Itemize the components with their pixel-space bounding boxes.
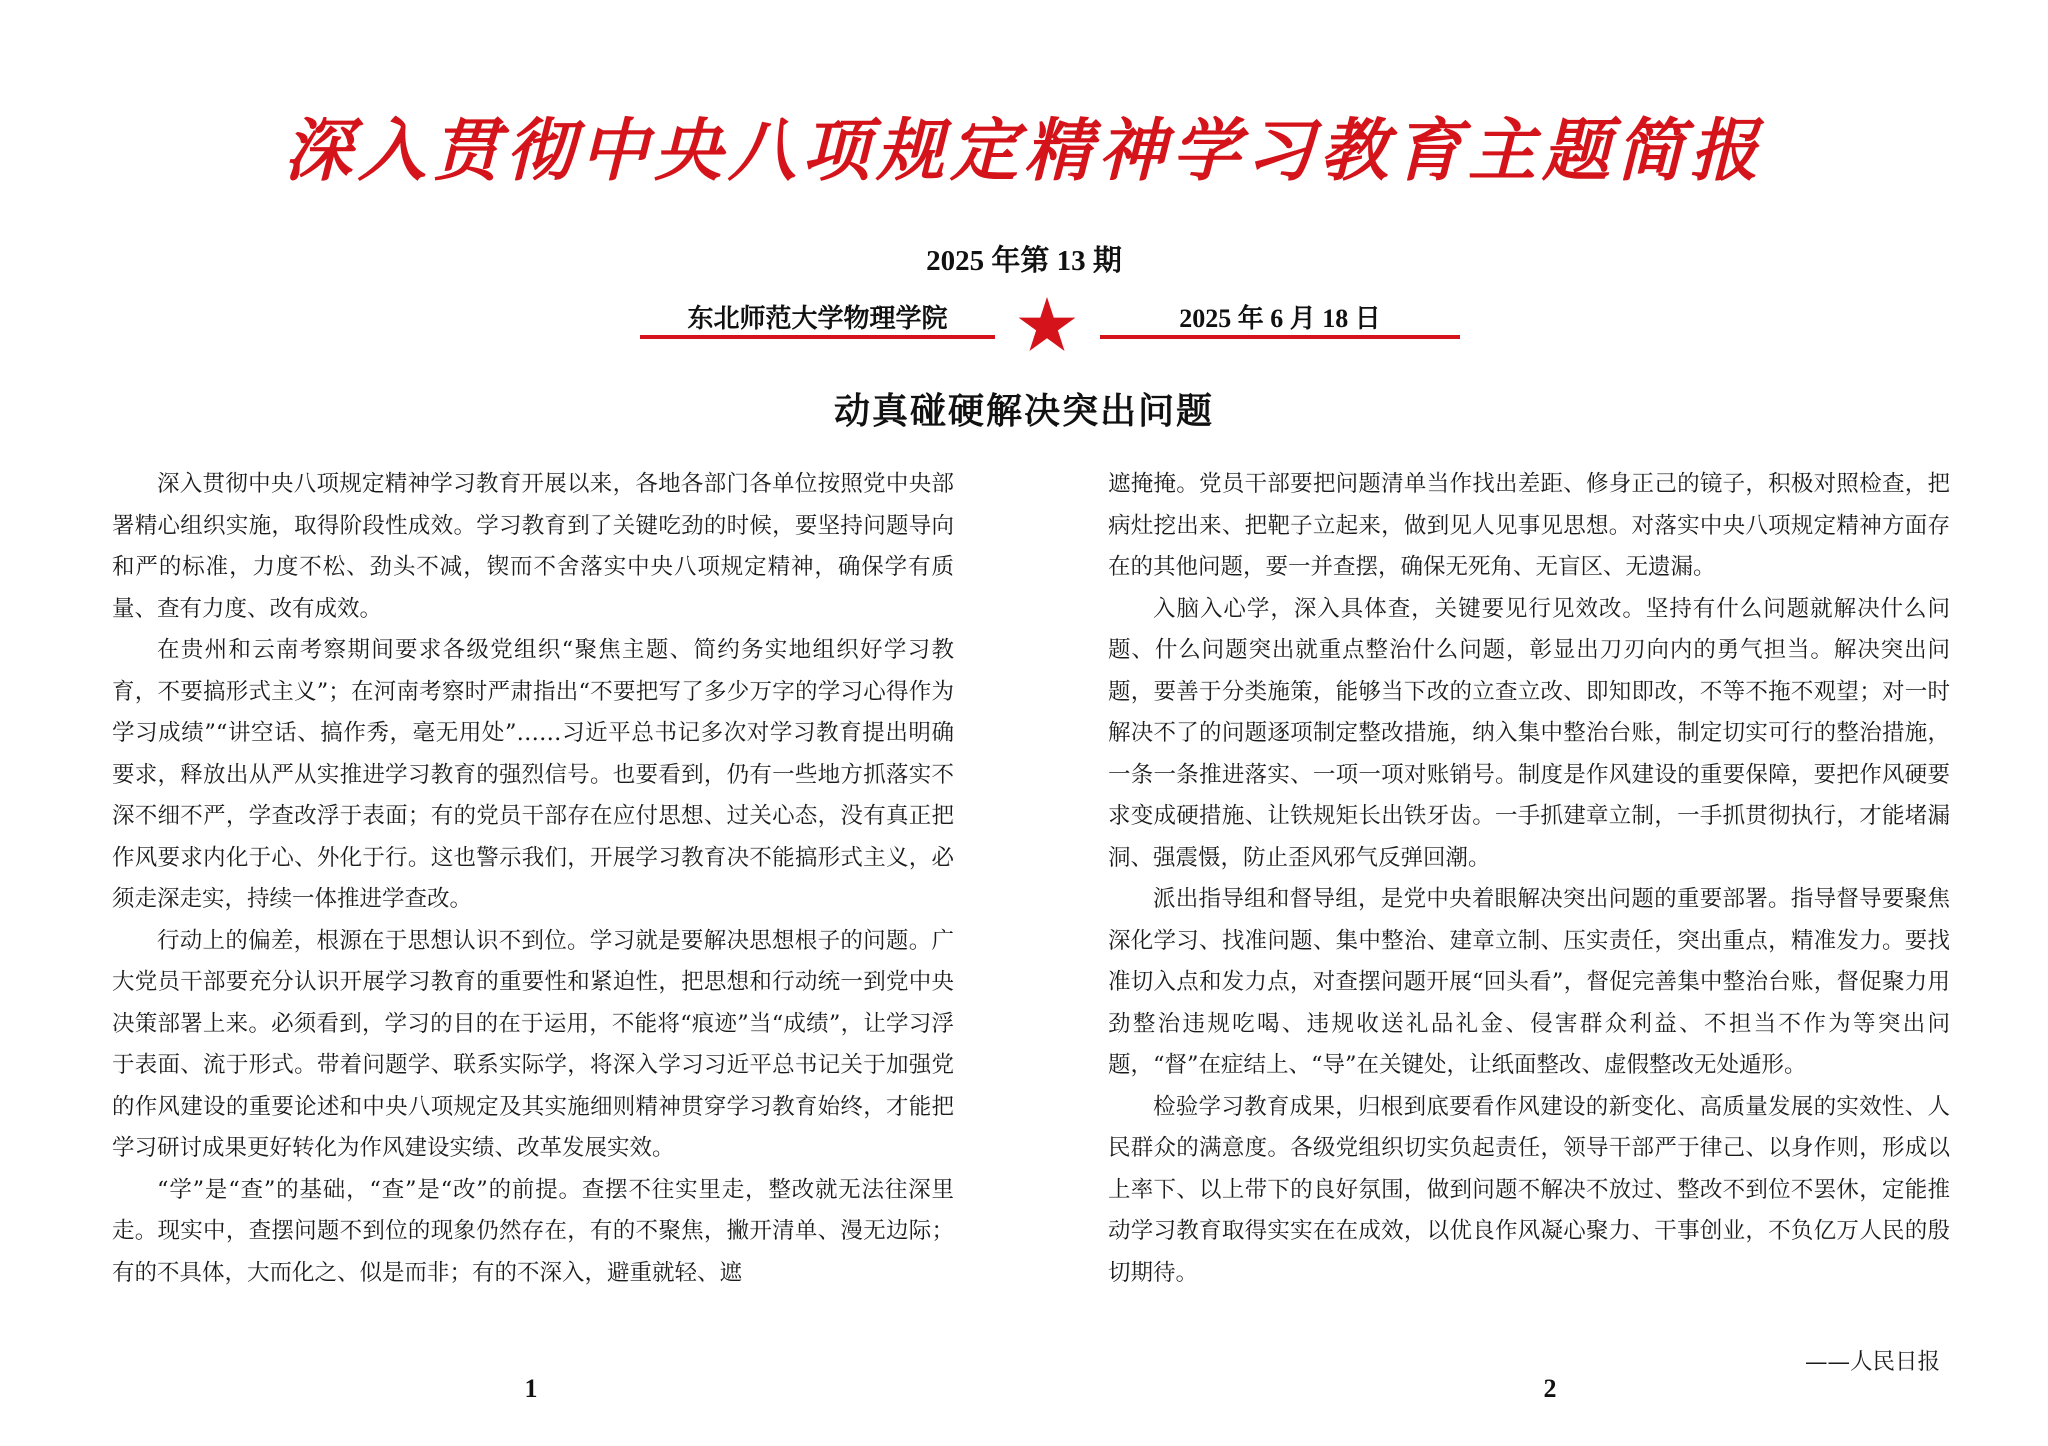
right-column (1108, 464, 1950, 1294)
organization-name: 东北师范大学物理学院 (687, 304, 948, 333)
paragraph: “学”是“查”的基础，“查”是“改”的前提。查摆不往实里走，整改就无法往深里走。现实中，查摆问题不到位的现象仍然存在，有的不聚焦，撇开清单、漫无边际；有的不具体，大而化之、似是而非；有的不深入，避重就轻、遮 (112, 1176, 954, 1286)
paragraph-continued: 遮掩掩。党员干部要把问题清单当作找出差距、修身正己的镜子，积极对照检查，把病灶挖出来、把靶子立起来，做到见人见事见思想。对落实中央八项规定精神方面存在的其他问题，要一并查摆，确保无死角、无盲区、无遗漏。 (1108, 471, 1950, 580)
article-headline: 动真碰硬解决突出问题 (833, 391, 1214, 432)
paragraph: 深入贯彻中央八项规定精神学习教育开展以来，各地各部门各单位按照党中央部署精心组织实施，取得阶段性成效。学习教育到了关键吃劲的时候，要坚持问题导向和严的标准，力度不松、劲头不减，锲而不舍落实中央八项规定精神，确保学有质量、查有力度、改有成效。 (112, 471, 954, 622)
bulletin-masthead-title: 深入贯彻中央八项规定精神学习教育主题简报 (283, 112, 1764, 191)
issue-number: 2025 年第 13 期 (926, 245, 1122, 277)
red-divider-right (1100, 335, 1460, 339)
red-divider-left (640, 335, 995, 339)
paragraph: 入脑入心学，深入具体查，关键要见行见效改。坚持有什么问题就解决什么问题、什么问题突出就重点整治什么问题，彰显出刀刃向内的勇气担当。解决突出问题，要善于分类施策，能够当下改的立查立改、即知即改，不等不拖不观望；对一时解决不了的问题逐项制定整改措施，纳入集中整治台账，制定切实可行的整治措施，一条一条推进落实、一项一项对账销号。制度是作风建设的重要保障，要把作风硬要求变成硬措施、让铁规矩长出铁牙齿。一手抓建章立制，一手抓贯彻执行，才能堵漏洞、强震慑，防止歪风邪气反弹回潮。 (1108, 595, 1950, 871)
page-number-right: 2 (1543, 1374, 1557, 1403)
paragraph: 行动上的偏差，根源在于思想认识不到位。学习就是要解决思想根子的问题。广大党员干部要充分认识开展学习教育的重要性和紧迫性，把思想和行动统一到党中央决策部署上来。必须看到，学习的目的在于运用，不能将“痕迹”当“成绩”，让学习浮于表面、流于形式。带着问题学、联系实际学，将深入学习习近平总书记关于加强党的作风建设的重要论述和中央八项规定及其实施细则精神贯穿学习教育始终，才能把学习研讨成果更好转化为作风建设实绩、改革发展实效。 (112, 927, 954, 1161)
article-source: ——人民日报 (1804, 1349, 1940, 1375)
publication-date: 2025 年 6 月 18 日 (1179, 304, 1381, 333)
paragraph: 在贵州和云南考察期间要求各级党组织“聚焦主题、简约务实地组织好学习教育，不要搞形式主义”；在河南考察时严肃指出“不要把写了多少万字的学习心得作为学习成绩”“讲空话、搞作秀，毫无用处”……习近平总书记多次对学习教育提出明确要求，释放出从严从实推进学习教育的强烈信号。也要看到，仍有一些地方抓落实不深不细不严，学查改浮于表面；有的党员干部存在应付思想、过关心态，没有真正把作风要求内化于心、外化于行。这也警示我们，开展学习教育决不能搞形式主义，必须走深走实，持续一体推进学查改。 (112, 637, 954, 912)
paragraph: 派出指导组和督导组，是党中央着眼解决突出问题的重要部署。指导督导要聚焦深化学习、找准问题、集中整治、建章立制、压实责任，突出重点，精准发力。要找准切入点和发力点，对查摆问题开展“回头看”，督促完善集中整治台账，督促聚力用劲整治违规吃喝、违规收送礼品礼金、侵害群众利益、不担当不作为等突出问题，“督”在症结上、“导”在关键处，让纸面整改、虚假整改无处遁形。 (1108, 886, 1950, 1078)
page-number-left: 1 (524, 1374, 538, 1403)
paragraph: 检验学习教育成果，归根到底要看作风建设的新变化、高质量发展的实效性、人民群众的满意度。各级党组织切实负起责任，领导干部严于律己、以身作则，形成以上率下、以上带下的良好氛围，做到问题不解决不放过、整改不到位不罢休，定能推动学习教育取得实实在在成效，以优良作风凝心聚力、干事创业，不负亿万人民的殷切期待。 (1108, 1093, 1950, 1286)
red-star-icon (1017, 297, 1077, 351)
left-column (112, 464, 954, 1294)
